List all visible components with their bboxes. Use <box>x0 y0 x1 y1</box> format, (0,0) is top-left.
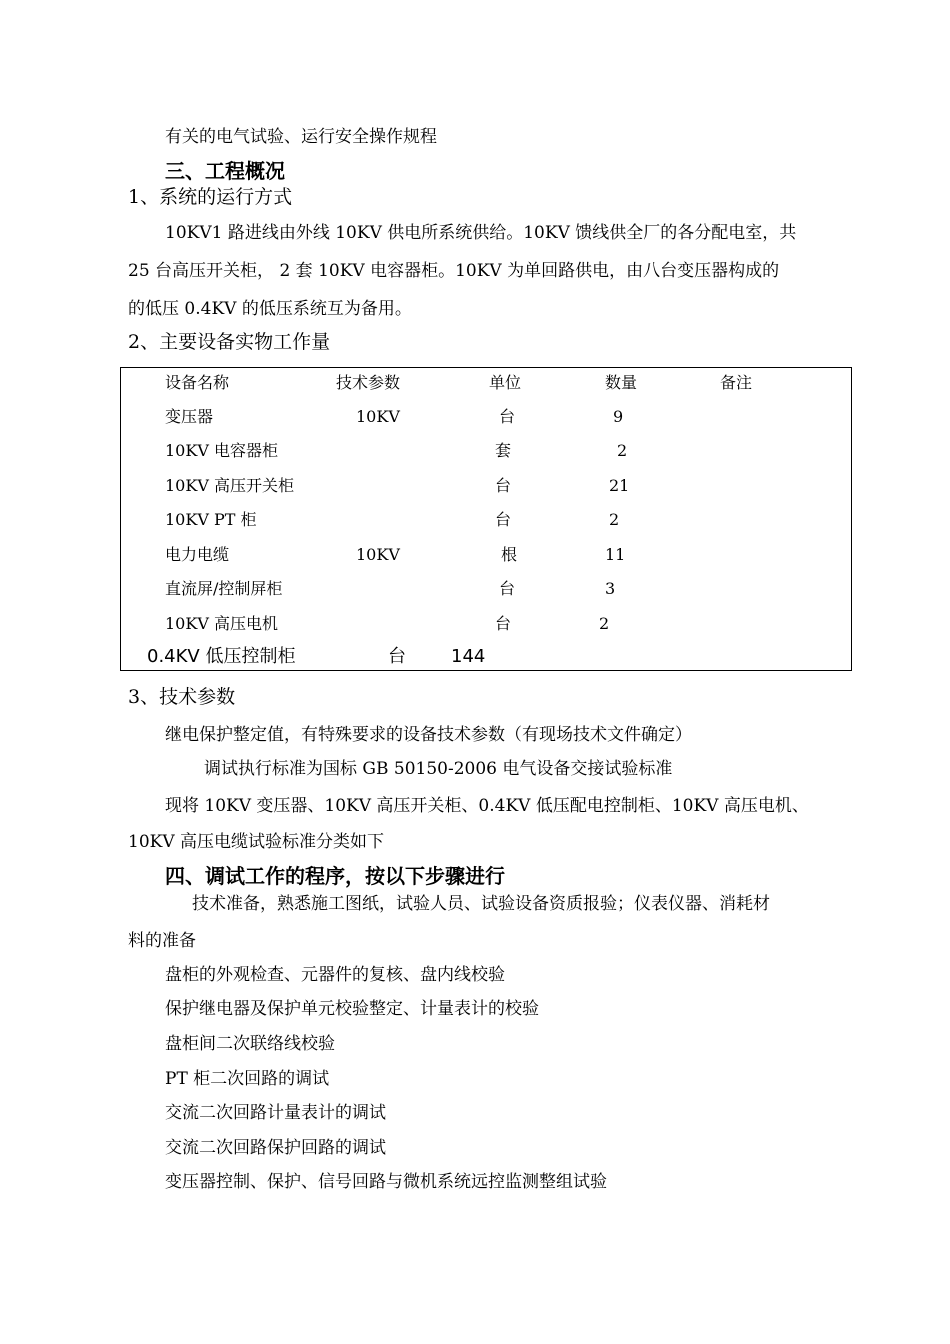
step-item: 盘柜的外观检查、元器件的复核、盘内线校验 <box>165 965 505 985</box>
table-header-unit: 单位 <box>489 373 522 392</box>
table-cell-params: 10KV <box>356 407 400 426</box>
step-item: 盘柜间二次联络线校验 <box>165 1034 335 1054</box>
table-cell-qty: 144 <box>451 646 486 667</box>
table-cell-name: 10KV 电容器柜 <box>165 441 278 460</box>
para-1-line-2: 25 台高压开关柜， 2 套 10KV 电容器柜。10KV 为单回路供电，由八台变压器构成的 <box>128 261 780 281</box>
table-cell-unit: 台 <box>388 646 406 667</box>
table-cell-name: 10KV 高压开关柜 <box>165 476 294 495</box>
step-item: 变压器控制、保护、信号回路与微机系统远控监测整组试验 <box>165 1172 607 1192</box>
table-cell-qty: 2 <box>617 441 628 460</box>
section-4-para-line-1: 技术准备，熟悉施工图纸，试验人员、试验设备资质报验；仪表仪器、消耗材 <box>192 894 770 914</box>
table-cell-params: 10KV <box>356 545 400 564</box>
table-cell-unit: 台 <box>499 579 516 598</box>
table-cell-name: 10KV PT 柜 <box>165 510 257 529</box>
table-cell-name: 电力电缆 <box>165 545 230 564</box>
table-cell-name: 直流屏/控制屏柜 <box>165 579 283 598</box>
table-header-remark: 备注 <box>720 373 753 392</box>
para-3-line-1: 继电保护整定值，有特殊要求的设备技术参数（有现场技术文件确定） <box>165 725 692 745</box>
subsection-3-title: 3、技术参数 <box>128 686 236 708</box>
table-cell-unit: 根 <box>501 545 518 564</box>
para-3-line-3: 现将 10KV 变压器、10KV 高压开关柜、0.4KV 低压配电控制柜、10KV 高压电机、 <box>165 796 809 816</box>
table-cell-unit: 台 <box>499 407 516 426</box>
para-3-line-2: 调试执行标准为国标 GB 50150-2006 电气设备交接试验标准 <box>204 759 673 779</box>
table-cell-qty: 11 <box>605 545 626 564</box>
para-1-line-3: 的低压 0.4KV 的低压系统互为备用。 <box>128 299 412 319</box>
section-4-title: 四、调试工作的程序，按以下步骤进行 <box>165 864 505 888</box>
subsection-1-title: 1、系统的运行方式 <box>128 186 293 208</box>
table-cell-unit: 台 <box>495 510 512 529</box>
table-cell-name: 10KV 高压电机 <box>165 614 278 633</box>
subsection-2-title: 2、主要设备实物工作量 <box>128 331 331 353</box>
table-cell-unit: 台 <box>495 614 512 633</box>
table-cell-unit: 台 <box>495 476 512 495</box>
para-3-line-4: 10KV 高压电缆试验标准分类如下 <box>128 832 385 852</box>
table-cell-unit: 套 <box>495 441 512 460</box>
step-item: 保护继电器及保护单元校验整定、计量表计的校验 <box>165 999 539 1019</box>
step-item: 交流二次回路计量表计的调试 <box>165 1103 386 1123</box>
table-cell-qty: 3 <box>605 579 616 598</box>
section-3-title: 三、工程概况 <box>165 159 285 183</box>
table-cell-name: 0.4KV 低压控制柜 <box>147 646 296 667</box>
table-header-qty: 数量 <box>605 373 638 392</box>
table-cell-qty: 2 <box>599 614 610 633</box>
step-item: 交流二次回路保护回路的调试 <box>165 1138 386 1158</box>
table-header-params: 技术参数 <box>336 373 401 392</box>
para-1-line-1: 10KV1 路进线由外线 10KV 供电所系统供给。10KV 馈线供全厂的各分配电室，共 <box>165 223 797 243</box>
intro-line: 有关的电气试验、运行安全操作规程 <box>165 127 437 147</box>
equipment-table <box>120 367 852 671</box>
step-item: PT 柜二次回路的调试 <box>165 1069 330 1089</box>
table-cell-qty: 21 <box>609 476 630 495</box>
table-cell-qty: 9 <box>613 407 624 426</box>
table-cell-name: 变压器 <box>165 407 214 426</box>
section-4-para-line-2: 料的准备 <box>128 931 196 951</box>
table-header-name: 设备名称 <box>165 373 230 392</box>
table-cell-qty: 2 <box>609 510 620 529</box>
